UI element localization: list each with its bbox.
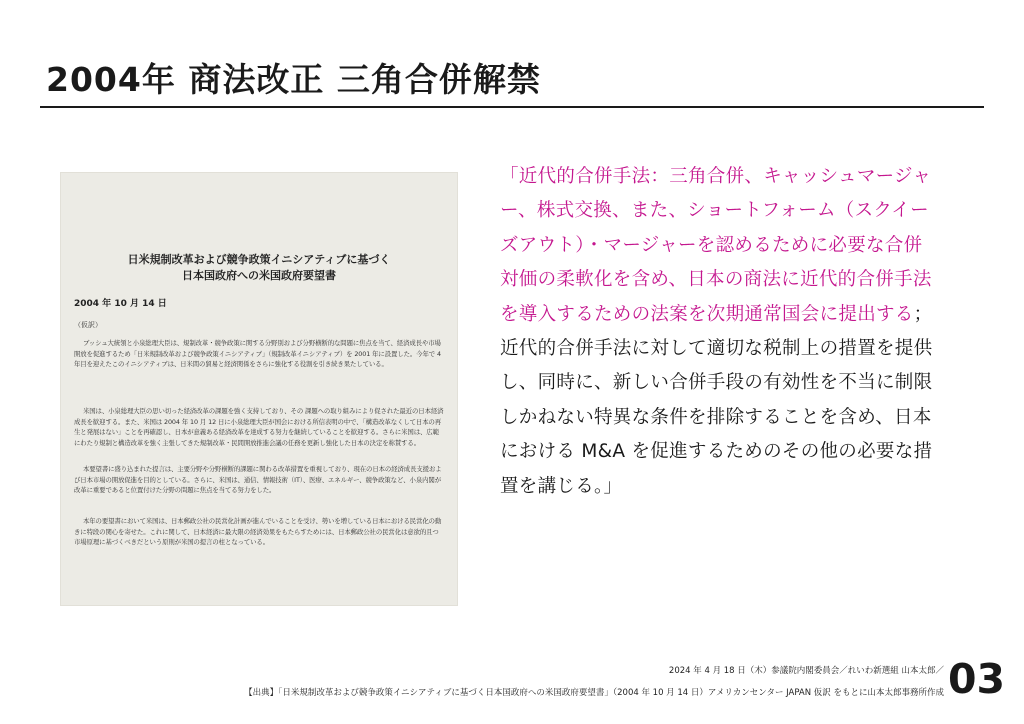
document-paragraph: 本年の要望書において米国は、日本郵政公社の民営化計画が進んでいることを受け、勢いを増している日本における民営化の動きに特段の関心を寄せた。これに関して、日本経済に最大限の経済効果をもたらすためには、日本郵政公社の民営化は意欲的且つ市場原理に基づくべきだという原則が米国の提言の柱となっている。 <box>74 517 442 546</box>
quote-normal-text: ；近代的合併手法に対して適切な税制上の措置を提供し、同時に、新しい合併手段の有効性を不当に制限しかねない特異な条件を排除することを含め、日本における M&A を促進するためのその他の必要な措置を講じる。」 <box>500 303 933 497</box>
document-image <box>60 172 458 606</box>
document-paragraph: 本要望書に盛り込まれた提言は、主要分野や分野横断的課題に関わる改革措置を重視しており、現在の日本の経済成長支援および日本市場の開放促進を目的としている。さらに、米国は、通信、情報技術（IT）、医療、エネルギー、競争政策など、小泉内閣が改革に重要であると位置付けた分野の問題に焦点を当てる努力をした。 <box>74 465 442 494</box>
document-paragraph: ブッシュ大統領と小泉総理大臣は、規制改革・競争政策に関する分野別および分野横断的な問題に焦点を当て、経済成長や市場開放を促進するため「日米規制改革および競争政策イニシアティブ」（規制改革イニシアティブ）を 2001 年に設置した。今年で 4 年目を迎えたこのイニシアティブは、日米間の貿易と経済関係をさらに強化する役割を引き続き果たしている。 <box>74 339 441 368</box>
document-paragraph: 米国は、小泉総理大臣の思い切った経済改革の課題を強く支持しており、その 課題への取り組みにより促された最近の日本経済成長を歓迎する。また、米国は 2004 年 10 月 12 日に小泉総理大臣が国会における所信表明の中で、「構造改革なくして日本の再生と発展はない」ことを再確認し、日本が意義ある経済改革を達成する努力を継続していることを歓迎する。さらに米国は、広範にわたり規制と構造改革を強く主張してきた規制改革・民間開放推進会議の任務を更新し強化した日本の決定を称賛する。 <box>74 407 444 447</box>
page-title: 2004年 商法改正 三角合併解禁 <box>46 60 541 99</box>
document-date: 2004 年 10 月 14 日 <box>74 299 167 309</box>
page-number: 03 <box>948 655 1006 703</box>
quote-highlighted-text: 「近代的合併手法：三角合併、キャッシュマージャー、株式交換、また、ショートフォーム（スクイーズアウト）・マージャーを認めるために必要な合併対価の柔軟化を含め、日本の商法に近代的合併手法を導入するための法案を次期通常国会に提出する <box>500 166 932 325</box>
document-title-line-1: 日米規制改革および競争政策イニシアティブに基づく <box>127 253 391 266</box>
footer-source: 【出典】「日米規制改革および競争政策イニシアティブに基づく日本国政府への米国政府要望書」（2004 年 10 月 14 日）アメリカンセンター JAPAN 仮訳 をもとに山本太郎事務所作成 <box>244 688 944 698</box>
quote-block <box>500 160 940 504</box>
document-provisional-label: （仮訳） <box>74 321 102 329</box>
title-divider <box>40 106 984 108</box>
footer-session-info: 2024 年 4 月 18 日（木）参議院内閣委員会／れいわ新選組 山本太郎／ <box>668 666 944 676</box>
document-title-line-2: 日本国政府への米国政府要望書 <box>182 269 336 282</box>
